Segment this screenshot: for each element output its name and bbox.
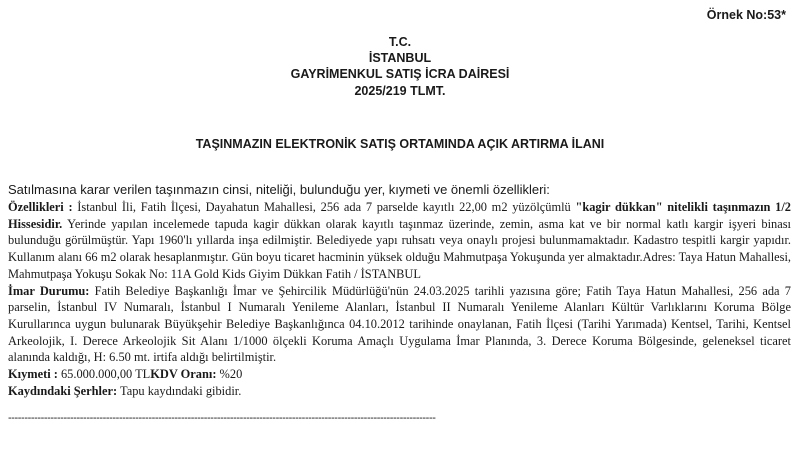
- encumbrance-paragraph: [8, 383, 791, 400]
- features-text-2: Yerinde yapılan incelemede tapuda kagir dükkan olarak kayıtlı taşınmaz üzerinde, zemin, asma kat ve bir normal katlı kargir işyeri binası bulunduğu görülmüştür. Yapı 1960'lı yıllarda inşa edilmiştir. Belediyede yapı ruhsatı veya onaylı projesi bulunmamaktadır. Kadastro tespitli kargir yapıdır. Kullanım alanı 66 m2 olarak hesaplanmıştır. Gün boyu ticaret hacminin yüksek olduğu Mahmutpaşa Yokuşunda yer almaktadır.Adres: Taya Hatun Mahallesi, Mahmutpaşa Yokuşu Sokak No: 11A Gold Kids Giyim Dükkan Fatih / İSTANBUL: [8, 216, 791, 281]
- zoning-text: Fatih Belediye Başkanlığı İmar ve Şehircilik Müdürlüğü'nün 24.03.2025 tarihli yazısına göre; Fatih Taya Hatun Mahallesi, 256 ada 7 parselin, İstanbul IV Numaralı, İstanbul I Numaralı Yenileme Alanları, İstanbul II Numaralı Yenileme Alanları Kültür Varlıklarını Koruma Bölge Kurullarınca uygun bulunarak Büyükşehir Belediye Başkanlığınca 04.10.2012 tarihinde onaylanan, Fatih İlçesi (Tarihi Yarımada) Kentsel, Tarihi, Kentsel Arkeolojik, I. Derece Arkeolojik Sit Alanı 1/1000 ölçekli Koruma Amaçlı Uygulama İmar Planında, 3. Derece Koruma Bölgesinde, geleneksel ticaret alanında kaldığı, H: 6.50 mt. irtifa aldığı belirtilmiştir.: [8, 283, 791, 365]
- header-office: GAYRİMENKUL SATIŞ İCRA DAİRESİ: [290, 67, 510, 81]
- features-label: Özellikleri :: [8, 200, 73, 214]
- zoning-paragraph: [8, 283, 791, 367]
- features-text-1: İstanbul İli, Fatih İlçesi, Dayahatun Mahallesi, 256 ada 7 parselde kayıtlı 22,00 m2 yüzölçümlü: [72, 200, 576, 214]
- value-text: 65.000.000,00 TL: [57, 367, 151, 382]
- header-file-number: 2025/219 TLMT.: [354, 84, 446, 98]
- features-paragraph: [8, 199, 791, 283]
- sample-number: Örnek No:53*: [706, 8, 786, 22]
- encumbrance-label: Kaydındaki Şerhler:: [8, 383, 118, 398]
- header-city: İSTANBUL: [368, 51, 432, 65]
- encumbrance-text: Tapu kaydındaki gibidir.: [117, 383, 242, 398]
- zoning-label: İmar Durumu:: [8, 283, 90, 298]
- announcement-body: [8, 199, 791, 399]
- value-label: Kıymeti :: [8, 367, 58, 382]
- separator-line: -----------------------------------------------------------------------------------------------------------------------------------: [8, 412, 436, 424]
- page-title: TAŞINMAZIN ELEKTRONİK SATIŞ ORTAMINDA AÇIK ARTIRMA İLANI: [195, 137, 605, 151]
- intro-text: Satılmasına karar verilen taşınmazın cinsi, niteliği, bulunduğu yer, kıymeti ve önemli özellikleri:: [8, 182, 550, 197]
- kdv-text: %20: [216, 367, 243, 382]
- kdv-label: KDV Oranı:: [150, 367, 217, 382]
- features-bold-text: "kagir dükkan" nitelikli taşınmazın 1/2 Hissesidir.: [8, 200, 791, 231]
- value-paragraph: [8, 366, 791, 383]
- header-tc: T.C.: [388, 35, 412, 49]
